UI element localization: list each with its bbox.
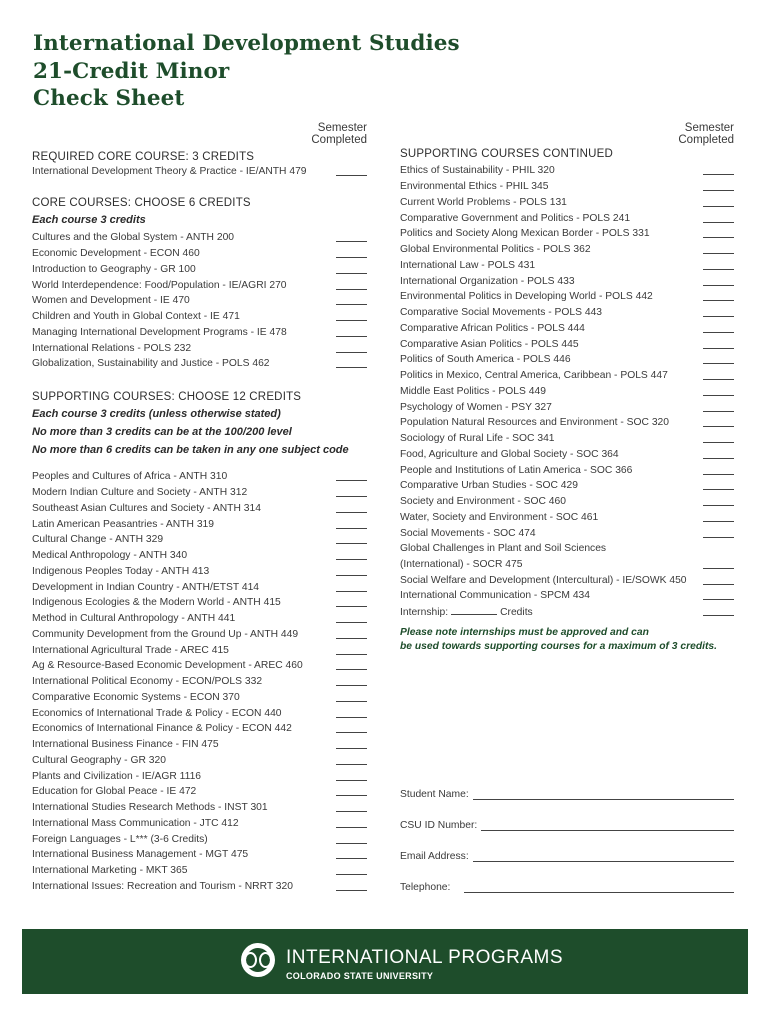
internship-credits-label: Credits xyxy=(500,606,533,618)
course-row xyxy=(32,879,367,895)
csu-id-label: CSU ID Number: xyxy=(400,820,478,831)
course-name: Comparative Social Movements - POLS 443 xyxy=(400,307,603,319)
course-name: Economics of International Finance & Policy - ECON 442 xyxy=(32,723,292,735)
semester-completed-blank[interactable] xyxy=(336,233,367,242)
course-row xyxy=(400,226,734,242)
student-name-field[interactable] xyxy=(400,789,734,800)
course-name: Comparative African Politics - POLS 444 xyxy=(400,322,585,334)
course-row xyxy=(32,230,367,246)
semester-completed-blank[interactable] xyxy=(336,819,367,828)
semester-completed-blank[interactable] xyxy=(336,167,367,176)
course-name: Indigenous Peoples Today - ANTH 413 xyxy=(32,565,210,577)
course-name: International Agricultural Trade - AREC 415 xyxy=(32,644,229,656)
ram-head-icon xyxy=(241,943,275,977)
course-row xyxy=(400,525,734,541)
semester-completed-blank[interactable] xyxy=(703,261,734,270)
supporting-courses-heading: SUPPORTING COURSES: CHOOSE 12 CREDITS xyxy=(32,391,302,403)
course-name: People and Institutions of Latin America - SOC 366 xyxy=(400,464,633,476)
course-name: International Law - POLS 431 xyxy=(400,259,536,271)
course-name: International Business Finance - FIN 475 xyxy=(32,739,219,751)
course-name: Southeast Asian Cultures and Society - ANTH 314 xyxy=(32,502,261,514)
course-row xyxy=(32,627,367,643)
supporting-note-1: Each course 3 credits (unless otherwise stated) xyxy=(32,408,281,420)
course-row xyxy=(32,356,367,372)
semester-completed-blank[interactable] xyxy=(336,866,367,875)
course-row xyxy=(32,721,367,737)
course-name: International Communication - SPCM 434 xyxy=(400,590,591,602)
course-name: International Political Economy - ECON/POLS 332 xyxy=(32,676,263,688)
course-name: Population Natural Resources and Environment - SOC 320 xyxy=(400,417,670,429)
course-name: Ethics of Sustainability - PHIL 320 xyxy=(400,165,555,177)
course-row xyxy=(400,273,734,289)
course-row xyxy=(32,595,367,611)
semester-completed-header-right: Semester Completed xyxy=(678,122,734,146)
student-name-line[interactable] xyxy=(473,789,734,800)
semester-completed-blank[interactable] xyxy=(336,504,367,513)
semester-completed-blank[interactable] xyxy=(336,646,367,655)
supporting-note-3: No more than 6 credits can be taken in any one subject code xyxy=(32,444,349,456)
semester-completed-blank[interactable] xyxy=(336,344,367,353)
course-name: Politics in Mexico, Central America, Caribbean - POLS 447 xyxy=(400,370,668,382)
semester-completed-blank[interactable] xyxy=(703,245,734,254)
semester-completed-blank[interactable] xyxy=(336,693,367,702)
semester-completed-blank[interactable] xyxy=(336,835,367,844)
semester-completed-blank[interactable] xyxy=(336,850,367,859)
course-row xyxy=(32,611,367,627)
supporting-continued-list-extra xyxy=(400,541,734,619)
semester-completed-blank[interactable] xyxy=(703,481,734,490)
course-row xyxy=(32,863,367,879)
course-row xyxy=(400,462,734,478)
course-name: World Interdependence: Food/Population - IE/AGRI 270 xyxy=(32,279,287,291)
semester-completed-blank[interactable] xyxy=(703,355,734,364)
required-core-heading: REQUIRED CORE COURSE: 3 CREDITS xyxy=(32,151,255,163)
course-row xyxy=(32,784,367,800)
semester-completed-blank[interactable] xyxy=(703,182,734,191)
semester-completed-blank[interactable] xyxy=(703,418,734,427)
semester-completed-blank[interactable] xyxy=(336,661,367,670)
semester-completed-blank[interactable] xyxy=(336,630,367,639)
semester-completed-blank[interactable] xyxy=(703,434,734,443)
course-name: Water, Society and Environment - SOC 461 xyxy=(400,511,599,523)
course-name: Plants and Civilization - IE/AGR 1116 xyxy=(32,770,202,782)
course-row xyxy=(32,340,367,356)
course-name: International Marketing - MKT 365 xyxy=(32,865,188,877)
course-name: Social Movements - SOC 474 xyxy=(400,527,536,539)
course-row xyxy=(32,737,367,753)
course-name: International Mass Communication - JTC 412 xyxy=(32,817,239,829)
course-name: Current World Problems - POLS 131 xyxy=(400,196,567,208)
course-name: International Business Management - MGT 475 xyxy=(32,849,249,861)
footer-banner xyxy=(22,929,748,994)
semester-completed-blank[interactable] xyxy=(703,198,734,207)
csu-id-field[interactable] xyxy=(400,820,734,831)
csu-id-line[interactable] xyxy=(481,820,734,831)
course-row xyxy=(32,501,367,517)
course-row xyxy=(32,579,367,595)
course-name: Psychology of Women - PSY 327 xyxy=(400,401,552,413)
course-name: Method in Cultural Anthropology - ANTH 441 xyxy=(32,613,236,625)
semester-completed-blank[interactable] xyxy=(336,677,367,686)
course-row xyxy=(400,305,734,321)
course-name: Comparative Economic Systems - ECON 370 xyxy=(32,691,240,703)
course-name: Economic Development - ECON 460 xyxy=(32,248,200,260)
email-field[interactable] xyxy=(400,851,734,862)
course-row xyxy=(400,494,734,510)
course-row xyxy=(400,368,734,384)
internship-note: Please note internships must be approved and can be used towards supporting courses for a maximum of 3 credits. xyxy=(400,627,717,652)
course-row xyxy=(400,195,734,211)
course-name: Politics and Society Along Mexican Border - POLS 331 xyxy=(400,228,650,240)
semester-completed-blank[interactable] xyxy=(336,740,367,749)
course-row xyxy=(32,485,367,501)
course-name: Modern Indian Culture and Society - ANTH 312 xyxy=(32,487,248,499)
course-row xyxy=(400,541,734,572)
semester-completed-blank[interactable] xyxy=(336,535,367,544)
course-name: Comparative Urban Studies - SOC 429 xyxy=(400,480,578,492)
course-row xyxy=(32,847,367,863)
semester-completed-blank[interactable] xyxy=(336,249,367,258)
semester-completed-blank[interactable] xyxy=(703,277,734,286)
semester-completed-blank[interactable] xyxy=(336,265,367,274)
right-column xyxy=(400,0,734,920)
semester-completed-blank[interactable] xyxy=(703,387,734,396)
course-name: International Issues: Recreation and Tourism - NRRT 320 xyxy=(32,880,293,892)
semester-completed-blank[interactable] xyxy=(336,772,367,781)
semester-completed-blank[interactable] xyxy=(336,614,367,623)
internship-row xyxy=(400,604,734,620)
semester-completed-blank[interactable] xyxy=(336,803,367,812)
course-name-cont: (International) - SOCR 475 xyxy=(400,558,523,570)
course-row xyxy=(400,352,734,368)
course-row xyxy=(400,242,734,258)
semester-completed-blank[interactable] xyxy=(336,488,367,497)
course-row xyxy=(400,415,734,431)
email-line[interactable] xyxy=(473,851,734,862)
course-name: Food, Agriculture and Global Society - SOC 364 xyxy=(400,448,619,460)
course-row xyxy=(32,516,367,532)
course-name: Indigenous Ecologies & the Modern World - ANTH 415 xyxy=(32,597,281,609)
course-name: Latin American Peasantries - ANTH 319 xyxy=(32,518,215,530)
course-name: Comparative Asian Politics - POLS 445 xyxy=(400,338,579,350)
semester-completed-blank[interactable] xyxy=(703,497,734,506)
course-row xyxy=(32,816,367,832)
course-name: Environmental Politics in Developing World - POLS 442 xyxy=(400,291,653,303)
student-name-label: Student Name: xyxy=(400,789,469,800)
course-name: Economics of International Trade & Policy - ECON 440 xyxy=(32,707,282,719)
course-name: Social Welfare and Development (Intercultural) - IE/SOWK 450 xyxy=(400,574,687,586)
semester-completed-blank[interactable] xyxy=(336,724,367,733)
core-courses-heading: CORE COURSES: CHOOSE 6 CREDITS xyxy=(32,197,251,209)
course-row xyxy=(32,690,367,706)
semester-completed-blank[interactable] xyxy=(336,472,367,481)
supporting-note-2: No more than 3 credits can be at the 100/200 level xyxy=(32,426,292,438)
course-name: Introduction to Geography - GR 100 xyxy=(32,263,196,275)
course-row xyxy=(32,674,367,690)
semester-completed-blank[interactable] xyxy=(703,292,734,301)
course-name: Cultures and the Global System - ANTH 200 xyxy=(32,232,235,244)
course-row xyxy=(32,262,367,278)
semester-completed-blank[interactable] xyxy=(703,576,734,585)
course-row xyxy=(400,431,734,447)
telephone-line[interactable] xyxy=(464,882,734,893)
course-row xyxy=(400,336,734,352)
semester-completed-blank[interactable] xyxy=(336,709,367,718)
semester-completed-blank[interactable] xyxy=(703,308,734,317)
course-row xyxy=(32,753,367,769)
semester-completed-blank[interactable] xyxy=(336,296,367,305)
internship-label: Internship: xyxy=(400,606,449,618)
course-row xyxy=(32,658,367,674)
course-name: Cultural Geography - GR 320 xyxy=(32,754,166,766)
semester-completed-blank[interactable] xyxy=(703,214,734,223)
course-row xyxy=(32,800,367,816)
course-name: Development in Indian Country - ANTH/ETST 414 xyxy=(32,581,260,593)
semester-completed-blank[interactable] xyxy=(336,328,367,337)
course-row xyxy=(32,768,367,784)
semester-completed-blank[interactable] xyxy=(703,229,734,238)
semester-completed-blank[interactable] xyxy=(336,583,367,592)
course-name: Ag & Resource-Based Economic Development - AREC 460 xyxy=(32,660,303,672)
semester-completed-blank[interactable] xyxy=(703,607,734,616)
title-line-2: 21-Credit Minor xyxy=(33,58,230,84)
course-row xyxy=(32,293,367,309)
course-name: Women and Development - IE 470 xyxy=(32,295,190,307)
semester-completed-blank[interactable] xyxy=(703,166,734,175)
course-name: International Relations - POLS 232 xyxy=(32,342,192,354)
course-row xyxy=(400,572,734,588)
semester-completed-blank[interactable] xyxy=(336,520,367,529)
course-row xyxy=(32,277,367,293)
course-row xyxy=(400,478,734,494)
course-row xyxy=(32,309,367,325)
course-name: Peoples and Cultures of Africa - ANTH 310 xyxy=(32,471,228,483)
course-name: Comparative Government and Politics - POLS 241 xyxy=(400,212,631,224)
semester-completed-blank[interactable] xyxy=(336,551,367,560)
course-name: Globalization, Sustainability and Justice - POLS 462 xyxy=(32,358,270,370)
semester-completed-blank[interactable] xyxy=(703,591,734,600)
telephone-label: Telephone: xyxy=(400,882,451,893)
course-name: Society and Environment - SOC 460 xyxy=(400,496,566,508)
email-label: Email Address: xyxy=(400,851,469,862)
semester-completed-blank[interactable] xyxy=(703,340,734,349)
course-row xyxy=(400,384,734,400)
semester-completed-blank[interactable] xyxy=(336,359,367,368)
footer-title: INTERNATIONAL PROGRAMS xyxy=(286,947,564,968)
course-name: International Studies Research Methods - INST 301 xyxy=(32,802,268,814)
course-row xyxy=(32,564,367,580)
course-row xyxy=(32,831,367,847)
required-course-list xyxy=(32,164,367,180)
course-row xyxy=(32,246,367,262)
course-row xyxy=(32,642,367,658)
semester-completed-blank[interactable] xyxy=(336,756,367,765)
semester-completed-blank[interactable] xyxy=(703,529,734,538)
course-row xyxy=(400,179,734,195)
course-row xyxy=(32,548,367,564)
left-column xyxy=(32,0,367,920)
semester-completed-blank[interactable] xyxy=(703,403,734,412)
course-name: Foreign Languages - L*** (3-6 Credits) xyxy=(32,833,208,845)
footer-subtitle: COLORADO STATE UNIVERSITY xyxy=(286,971,434,981)
semester-completed-blank[interactable] xyxy=(703,324,734,333)
semester-completed-blank[interactable] xyxy=(703,466,734,475)
course-name: Middle East Politics - POLS 449 xyxy=(400,385,546,397)
semester-completed-blank[interactable] xyxy=(336,787,367,796)
semester-completed-header-left: Semester Completed xyxy=(311,122,367,146)
course-row xyxy=(32,325,367,341)
course-row xyxy=(400,399,734,415)
course-name: International Organization - POLS 433 xyxy=(400,275,575,287)
title-line-1: International Development Studies xyxy=(33,31,460,56)
course-row xyxy=(32,164,367,180)
course-name: Community Development from the Ground Up - ANTH 449 xyxy=(32,628,299,640)
telephone-field[interactable] xyxy=(400,882,734,893)
semester-completed-blank[interactable] xyxy=(336,882,367,891)
course-name: Global Challenges in Plant and Soil Sciences xyxy=(400,543,607,555)
course-name: International Development Theory & Practice - IE/ANTH 479 xyxy=(32,166,307,178)
course-name: Cultural Change - ANTH 329 xyxy=(32,534,164,546)
course-name: Global Environmental Politics - POLS 362 xyxy=(400,244,591,256)
course-row xyxy=(32,705,367,721)
course-name: Environmental Ethics - PHIL 345 xyxy=(400,181,549,193)
course-row xyxy=(32,469,367,485)
course-row xyxy=(400,258,734,274)
semester-completed-blank[interactable] xyxy=(703,371,734,380)
course-name: Sociology of Rural Life - SOC 341 xyxy=(400,433,555,445)
course-row xyxy=(400,210,734,226)
course-row xyxy=(400,321,734,337)
course-name: Managing International Development Programs - IE 478 xyxy=(32,326,287,338)
core-courses-note: Each course 3 credits xyxy=(32,214,146,226)
semester-completed-blank[interactable] xyxy=(336,567,367,576)
semester-completed-blank[interactable] xyxy=(336,281,367,290)
supporting-continued-heading: SUPPORTING COURSES CONTINUED xyxy=(400,148,614,160)
title-line-3: Check Sheet xyxy=(33,86,185,111)
course-row xyxy=(400,510,734,526)
course-name: Education for Global Peace - IE 472 xyxy=(32,786,197,798)
course-row xyxy=(400,447,734,463)
course-row xyxy=(400,588,734,604)
internship-credits-blank[interactable] xyxy=(451,606,497,615)
semester-completed-blank[interactable] xyxy=(336,598,367,607)
course-name: Politics of South America - POLS 446 xyxy=(400,354,571,366)
semester-completed-blank[interactable] xyxy=(703,513,734,522)
course-row xyxy=(400,163,734,179)
semester-completed-blank[interactable] xyxy=(336,312,367,321)
supporting-course-list xyxy=(32,469,367,894)
semester-completed-blank[interactable] xyxy=(703,560,734,569)
course-row xyxy=(32,532,367,548)
course-name: Medical Anthropology - ANTH 340 xyxy=(32,550,188,562)
semester-completed-blank[interactable] xyxy=(703,450,734,459)
course-row xyxy=(400,289,734,305)
core-course-list xyxy=(32,230,367,372)
course-name: Children and Youth in Global Context - IE 471 xyxy=(32,311,240,323)
supporting-continued-list xyxy=(400,163,734,541)
